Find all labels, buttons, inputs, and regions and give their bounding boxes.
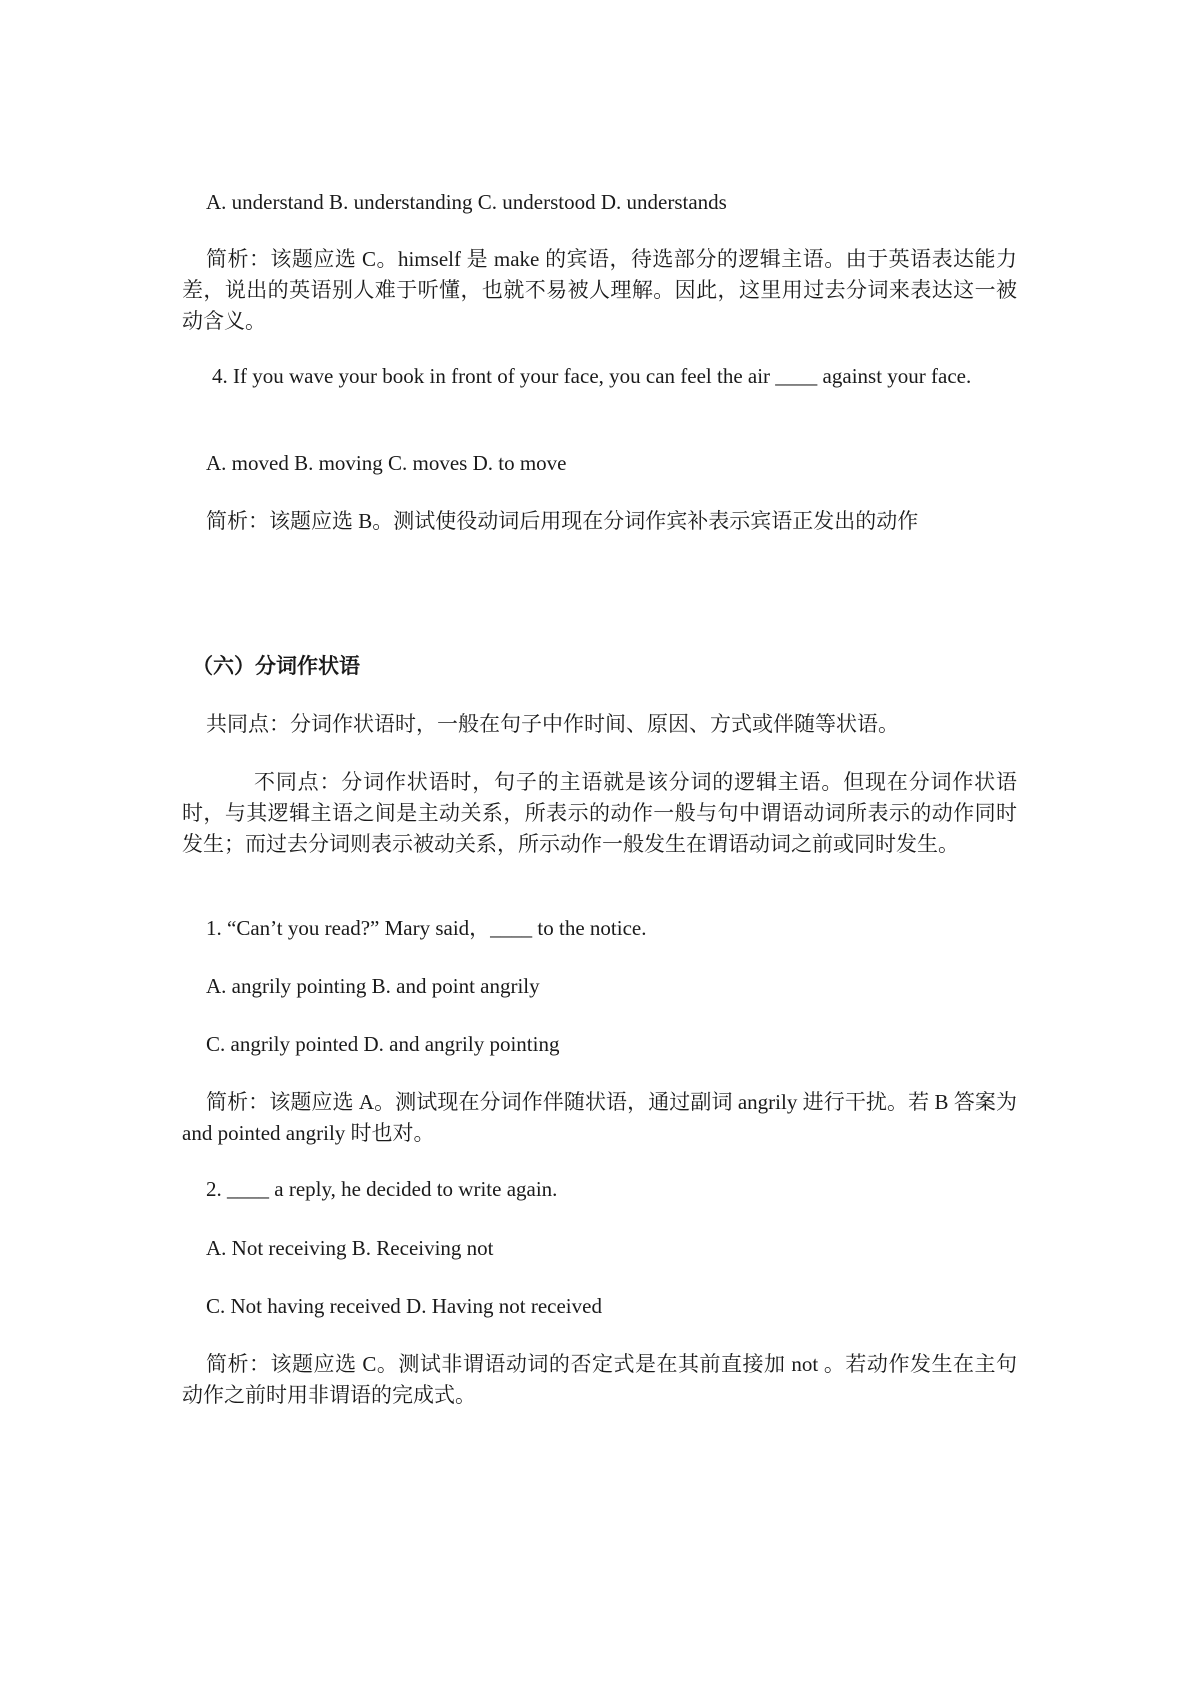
q4-options: A. moved B. moving C. moves D. to move — [206, 451, 567, 475]
common-points: 共同点：分词作状语时，一般在句子中作时间、原因、方式或伴随等状语。 — [206, 712, 899, 736]
q4-analysis: 简析：该题应选 B。测试使役动词后用现在分词作宾补表示宾语正发出的动作 — [206, 509, 919, 533]
q3-analysis: 简析：该题应选 C。himself 是 make 的宾语，待选部分的逻辑主语。由于英语表达能力差，说出的英语别人难于听懂，也就不易被人理解。因此，这里用过去分词来表达这一被动含义。 — [182, 247, 1017, 333]
s1-options-ab: A. angrily pointing B. and point angrily — [206, 974, 540, 998]
section-heading: （六）分词作状语 — [192, 654, 360, 678]
s2-options-cd: C. Not having received D. Having not received — [206, 1294, 602, 1318]
q3-options: A. understand B. understanding C. understood D. understands — [206, 190, 727, 214]
s1-analysis: 简析：该题应选 A。测试现在分词作伴随状语，通过副词 angrily 进行干扰。若 B 答案为 and pointed angrily 时也对。 — [182, 1090, 1017, 1145]
s1-question: 1. “Can’t you read?” Mary said，____ to the notice. — [206, 916, 647, 940]
difference-points: 不同点：分词作状语时，句子的主语就是该分词的逻辑主语。但现在分词作状语时，与其逻辑主语之间是主动关系，所表示的动作一般与句中谓语动词所表示的动作同时发生；而过去分词则表示被动关系，所示动作一般发生在谓语动词之前或同时发生。 — [182, 770, 1017, 856]
s1-options-cd: C. angrily pointed D. and angrily pointing — [206, 1032, 560, 1056]
s2-question: 2. ____ a reply, he decided to write again. — [206, 1177, 558, 1201]
s2-analysis: 简析：该题应选 C。测试非谓语动词的否定式是在其前直接加 not 。若动作发生在主句动作之前时用非谓语的完成式。 — [182, 1352, 1017, 1407]
q4-question: 4. If you wave your book in front of your face, you can feel the air ____ against your face. — [212, 364, 972, 388]
s2-options-ab: A. Not receiving B. Receiving not — [206, 1236, 494, 1260]
